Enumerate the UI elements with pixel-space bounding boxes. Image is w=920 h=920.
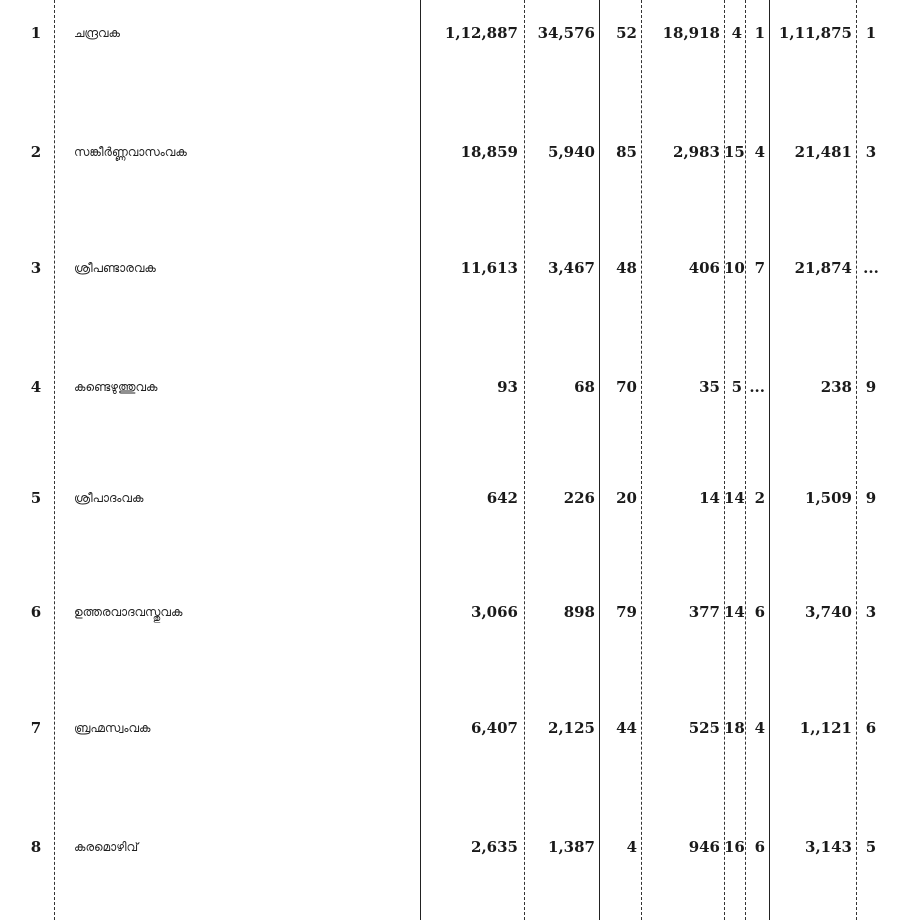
- table-cell-c1: 1,12,887: [444, 24, 518, 42]
- table-cell-c2: 898: [563, 603, 595, 621]
- table-cell-c7: 238: [820, 378, 852, 396]
- table-cell-c2: 1,387: [548, 838, 595, 856]
- table-cell-c4: 525: [688, 719, 720, 737]
- row-category-name: ശ്രീപാദംവക: [74, 491, 144, 505]
- row-serial-number: 3: [30, 259, 42, 277]
- table-row: [0, 372, 920, 402]
- table-cell-c5: 14: [724, 603, 745, 621]
- row-category-name: ചന്ദ്രവക: [74, 26, 121, 40]
- table-cell-c8: 9: [865, 378, 877, 396]
- table-cell-c4: 35: [699, 378, 720, 396]
- row-category-name: ശ്രീപണ്ടാരവക: [74, 261, 156, 275]
- table-row: [0, 18, 920, 48]
- row-category-name: ബ്രഹ്മസ്വംവക: [74, 721, 151, 735]
- table-cell-c4: 18,918: [662, 24, 720, 42]
- table-cell-c8: 3: [865, 143, 877, 161]
- table-cell-c6: 4: [754, 719, 765, 737]
- table-row: [0, 253, 920, 283]
- table-cell-c4: 14: [699, 489, 720, 507]
- table-cell-c8: 5: [865, 838, 877, 856]
- row-serial-number: 6: [30, 603, 42, 621]
- table-cell-c7: 1,11,875: [778, 24, 852, 42]
- row-category-name: കണ്ടെഴുത്തുവക: [74, 380, 158, 394]
- table-cell-c1: 2,635: [471, 838, 518, 856]
- table-cell-c5: 4: [731, 24, 742, 42]
- table-row: [0, 483, 920, 513]
- table-cell-c2: 2,125: [548, 719, 595, 737]
- table-cell-c6: 4: [754, 143, 765, 161]
- table-cell-c7: 1,509: [805, 489, 852, 507]
- table-cell-c3: 20: [616, 489, 637, 507]
- table-cell-c5: 10: [724, 259, 745, 277]
- table-cell-c6: 7: [754, 259, 765, 277]
- table-cell-c5: 5: [731, 378, 742, 396]
- table-cell-c7: 1,,121: [799, 719, 852, 737]
- table-cell-c1: 18,859: [460, 143, 518, 161]
- row-serial-number: 4: [30, 378, 42, 396]
- table-cell-c4: 946: [688, 838, 720, 856]
- row-serial-number: 1: [30, 24, 42, 42]
- table-cell-c6: 6: [754, 838, 765, 856]
- table-cell-c4: 2,983: [673, 143, 720, 161]
- table-cell-c8: 1: [865, 24, 877, 42]
- table-cell-c3: 79: [616, 603, 637, 621]
- table-cell-c7: 21,874: [794, 259, 852, 277]
- table-cell-c3: 44: [616, 719, 637, 737]
- table-cell-c6: 6: [754, 603, 765, 621]
- table-cell-c8: ...: [863, 259, 879, 277]
- table-cell-c2: 226: [563, 489, 595, 507]
- row-serial-number: 2: [30, 143, 42, 161]
- table-cell-c5: 15: [724, 143, 745, 161]
- table-cell-c4: 406: [688, 259, 720, 277]
- table-cell-c5: 18: [724, 719, 745, 737]
- table-cell-c2: 68: [574, 378, 595, 396]
- table-cell-c1: 642: [486, 489, 518, 507]
- table-cell-c7: 21,481: [794, 143, 852, 161]
- row-serial-number: 8: [30, 838, 42, 856]
- table-cell-c1: 6,407: [471, 719, 518, 737]
- row-category-name: ഉത്തരവാദവസ്തുവക: [74, 605, 183, 619]
- table-cell-c2: 5,940: [548, 143, 595, 161]
- table-cell-c6: 2: [754, 489, 765, 507]
- table-cell-c1: 93: [497, 378, 518, 396]
- row-category-name: കരമൊഴിവ്: [74, 840, 139, 854]
- table-cell-c1: 11,613: [460, 259, 518, 277]
- table-cell-c2: 34,576: [537, 24, 595, 42]
- table-cell-c2: 3,467: [548, 259, 595, 277]
- table-cell-c3: 85: [616, 143, 637, 161]
- table-cell-c8: 9: [865, 489, 877, 507]
- table-row: [0, 597, 920, 627]
- table-cell-c1: 3,066: [471, 603, 518, 621]
- table-cell-c4: 377: [688, 603, 720, 621]
- table-cell-c3: 48: [616, 259, 637, 277]
- table-row: [0, 832, 920, 862]
- table-cell-c3: 70: [616, 378, 637, 396]
- table-row: [0, 137, 920, 167]
- table-cell-c8: 6: [865, 719, 877, 737]
- table-cell-c6: ...: [749, 378, 765, 396]
- table-row: [0, 713, 920, 743]
- table-cell-c5: 14: [724, 489, 745, 507]
- row-serial-number: 7: [30, 719, 42, 737]
- row-serial-number: 5: [30, 489, 42, 507]
- table-cell-c7: 3,143: [805, 838, 852, 856]
- table-cell-c6: 1: [754, 24, 765, 42]
- table-cell-c3: 4: [626, 838, 637, 856]
- table-cell-c8: 3: [865, 603, 877, 621]
- table-cell-c3: 52: [616, 24, 637, 42]
- row-category-name: സങ്കീർണ്ണവാസംവക: [74, 145, 187, 159]
- table-cell-c5: 16: [724, 838, 745, 856]
- table-cell-c7: 3,740: [805, 603, 852, 621]
